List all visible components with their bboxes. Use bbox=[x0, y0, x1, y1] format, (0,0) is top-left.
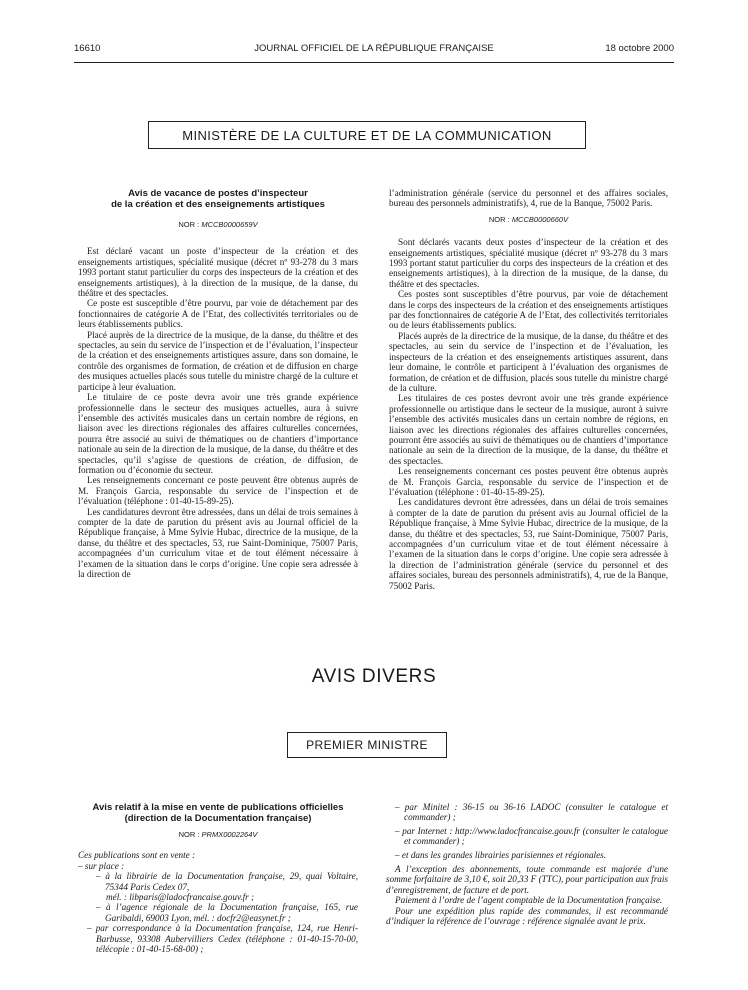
nor-code: MCCB0000659V bbox=[201, 220, 258, 229]
avis2-nor bbox=[389, 215, 668, 225]
avis1-nor bbox=[78, 220, 358, 230]
sales-channel: – par Minitel : 36-15 ou 36-16 LADOC (consulter le catalogue et commander) ; bbox=[395, 802, 668, 823]
avis3-title bbox=[78, 802, 358, 824]
section-title: AVIS DIVERS bbox=[311, 666, 437, 687]
avis3-title-line1: Avis relatif à la mise en vente de publications officielles bbox=[92, 802, 344, 813]
running-header bbox=[74, 43, 674, 57]
avis2-paragraph: Les renseignements concernant ces postes peuvent être obtenus auprès de M. François Garcia, responsable du service de l’inspection et de l’évaluation (téléphone : 01-40-15-89-25). bbox=[389, 466, 668, 497]
lower-left-column bbox=[78, 802, 358, 954]
nor-code: MCCB0000660V bbox=[511, 214, 569, 224]
sales-sur-place: – sur place : bbox=[78, 860, 125, 871]
avis1-title-line2: de la création et des enseignements artistiques bbox=[111, 199, 325, 210]
sales-intro: Ces publications sont en vente : bbox=[78, 850, 196, 861]
sales-item: – à la librairie de la Documentation française, 29, quai Voltaire, 75344 Paris Cedex 07, bbox=[96, 871, 358, 892]
nor-code: PRMX0002264V bbox=[201, 830, 258, 839]
sales-channels bbox=[386, 802, 668, 860]
avis1-title-line1: Avis de vacance de postes d’inspecteur bbox=[128, 188, 308, 199]
avis1-title bbox=[78, 188, 358, 210]
journal-title: JOURNAL OFFICIEL DE LA RÉPUBLIQUE FRANÇAISE bbox=[254, 43, 494, 54]
header-rule bbox=[74, 62, 674, 63]
ministry-heading-text: MINISTÈRE DE LA CULTURE ET DE LA COMMUNICATION bbox=[182, 127, 552, 143]
nor-label: NOR : bbox=[488, 214, 510, 224]
sales-conditions bbox=[386, 864, 668, 926]
sales-condition: A l’exception des abonnements, toute commande est majorée d’une somme forfaitaire de 3,10 €, soit 20,33 F (TTC), pour participation aux frais d’enregistrement, de facture et de port. bbox=[386, 864, 668, 895]
sales-item: – à l’agence régionale de la Documentation française, 165, rue Garibaldi, 69003 Lyon, mél. : docfr2@easynet.fr ; bbox=[96, 902, 358, 923]
ministry-heading bbox=[148, 121, 586, 149]
sales-item: – par correspondance à la Documentation française, 124, rue Henri-Barbusse, 93308 Aubervilliers Cedex (téléphone : 01-40-15-70-00, télécopie : 01-40-15-68-00) ; bbox=[87, 923, 358, 955]
sales-points bbox=[78, 850, 358, 954]
avis1-continuation: l’administration générale (service du personnel et des affaires sociales, bureau des personnels administratifs), 4, rue de la Banque, 75002 Paris. bbox=[389, 188, 668, 209]
right-column bbox=[389, 188, 668, 591]
avis2-paragraph: Sont déclarés vacants deux postes d’inspecteur de la création et des enseignements artistiques, spécialité musique (décret nº 93-278 du 3 mars 1993 portant statut particulier du corps des inspecteurs de la création et des enseignements artistiques), à la direction de la musique, de la danse, du théâtre et des spectacles. bbox=[389, 237, 668, 289]
avis1-paragraph: Les renseignements concernant ce poste peuvent être obtenus auprès de M. François Garcia, responsable du service de l’inspection et de l’évaluation (téléphone : 01-40-15-89-25). bbox=[78, 475, 358, 507]
avis2-paragraph: Placés auprès de la directrice de la musique, de la danse, du théâtre et des spectacles, au sein du service de l’inspection et de l’évaluation, les inspecteurs de la création et des enseignements artistiques assurent, dans leur domaine, le contrôle et participent à l’évaluation des organismes de formation, de création et de diffusion, placés sous tutelle du ministre chargé de la culture. bbox=[389, 330, 668, 393]
nor-label: NOR : bbox=[178, 220, 200, 229]
sales-channel: – et dans les grandes librairies parisiennes et régionales. bbox=[395, 849, 607, 860]
page-number: 16610 bbox=[74, 43, 101, 54]
sales-channel: – par Internet : http://www.ladocfrancaise.gouv.fr (consulter le catalogue et commander) ; bbox=[395, 825, 668, 847]
premier-ministre-text: PREMIER MINISTRE bbox=[306, 738, 428, 752]
avis2-paragraph: Les titulaires de ces postes devront avoir une très grande expérience professionnelle ou artistique dans le secteur de la musique, auront à suivre l’ensemble des activités musicales dans un certain nombre de régions, en liaison avec les directions régionales des affaires culturelles concernées, pourront être associés au suivi de thématiques ou de chantiers d’importance nationale au sein de la direction de la musique, de la danse, du théâtre et des spectacles. bbox=[389, 393, 668, 466]
avis3-nor bbox=[78, 830, 358, 840]
avis1-paragraph: Les candidatures devront être adressées, dans un délai de trois semaines à compter de la date de parution du présent avis au Journal officiel de la République française, à Mme Sylvie Hubac, directrice de la musique, de la danse, du théâtre et des spectacles, 53, rue Saint-Dominique, 75007 Paris, accompagnées d’un curriculum vitae et de tout élément nécessaire à l’examen de la situation dans le corps d’origine. Une copie sera adressée à la direction de bbox=[78, 506, 358, 579]
issue-date: 18 octobre 2000 bbox=[605, 43, 674, 54]
sales-condition: Paiement à l’ordre de l’agent comptable de la Documentation française. bbox=[395, 895, 663, 906]
avis1-paragraph: Est déclaré vacant un poste d’inspecteur de la création et des enseignements artistiques, spécialité musique (décret nº 93-278 du 3 mars 1993 portant statut particulier du corps des inspecteurs de la création et des enseignements artistiques), à la direction de la musique, de la danse, du théâtre et des spectacles. bbox=[78, 246, 358, 299]
avis2-paragraph: Les candidatures devront être adressées, dans un délai de trois semaines à compter de la date de parution du présent avis au Journal officiel de la République française, à Mme Sylvie Hubac, directrice de la musique, de la danse, du théâtre et des spectacles, 53, rue Saint-Dominique, 75007 Paris, accompagnées d’un curriculum vitae et de tout élément nécessaire à l’examen de la situation dans le corps d’origine. Une copie sera adressée à la direction de l’administration générale (service du personnel et des affaires sociales, bureau des personnels administratifs), 4, rue de la Banque, 75002 Paris. bbox=[389, 497, 668, 591]
left-column bbox=[78, 188, 358, 579]
avis2-paragraph: Ces postes sont susceptibles d’être pourvus, par voie de détachement dans le corps des inspecteurs de la création et des enseignements artistiques par des fonctionnaires de catégorie A de l’Etat, des collectivités territoriales ou de leurs établissements publics. bbox=[389, 289, 668, 331]
premier-ministre-heading bbox=[287, 732, 447, 758]
lower-right-column bbox=[386, 802, 668, 926]
sales-condition: Pour une expédition plus rapide des commandes, il est recommandé d’indiquer la référence de l’ouvrage : référence signalée avant le prix. bbox=[386, 905, 668, 927]
avis3-title-line2: (direction de la Documentation française) bbox=[124, 813, 312, 824]
avis1-paragraph: Ce poste est susceptible d’être pourvu, par voie de détachement par des fonctionnaires de catégorie A de l’Etat, des collectivités territoriales ou de leurs établissements publics. bbox=[78, 298, 358, 330]
avis1-paragraph: Placé auprès de la directrice de la musique, de la danse, du théâtre et des spectacles, au sein du service de l’inspection et de l’évaluation, l’inspecteur de la création et des enseignements artistiques assure, dans son domaine, le contrôle des organismes de formation, de création et de diffusion en charge des musiques actuelles placés sous tutelle du ministre chargé de la culture et participe à leur évaluation. bbox=[78, 329, 358, 392]
sales-item-mail: mél. : libparis@ladocfrancaise.gouv.fr ; bbox=[106, 892, 255, 903]
avis1-paragraph: Le titulaire de ce poste devra avoir une très grande expérience professionnelle dans le secteur des musiques actuelles, aura à suivre l’ensemble des activités musicales dans un certain nombre de régions, en liaison avec les directions régionales des affaires culturelles concernées, pourra être associé au suivi de thématiques ou de chantiers d’importance nationale au sein de la direction de la musique, de la danse, du théâtre et des spectacles, qu’il s’agisse de questions de création, de diffusion, de formation ou d’économie du secteur. bbox=[78, 392, 358, 475]
nor-label: NOR : bbox=[178, 830, 200, 839]
